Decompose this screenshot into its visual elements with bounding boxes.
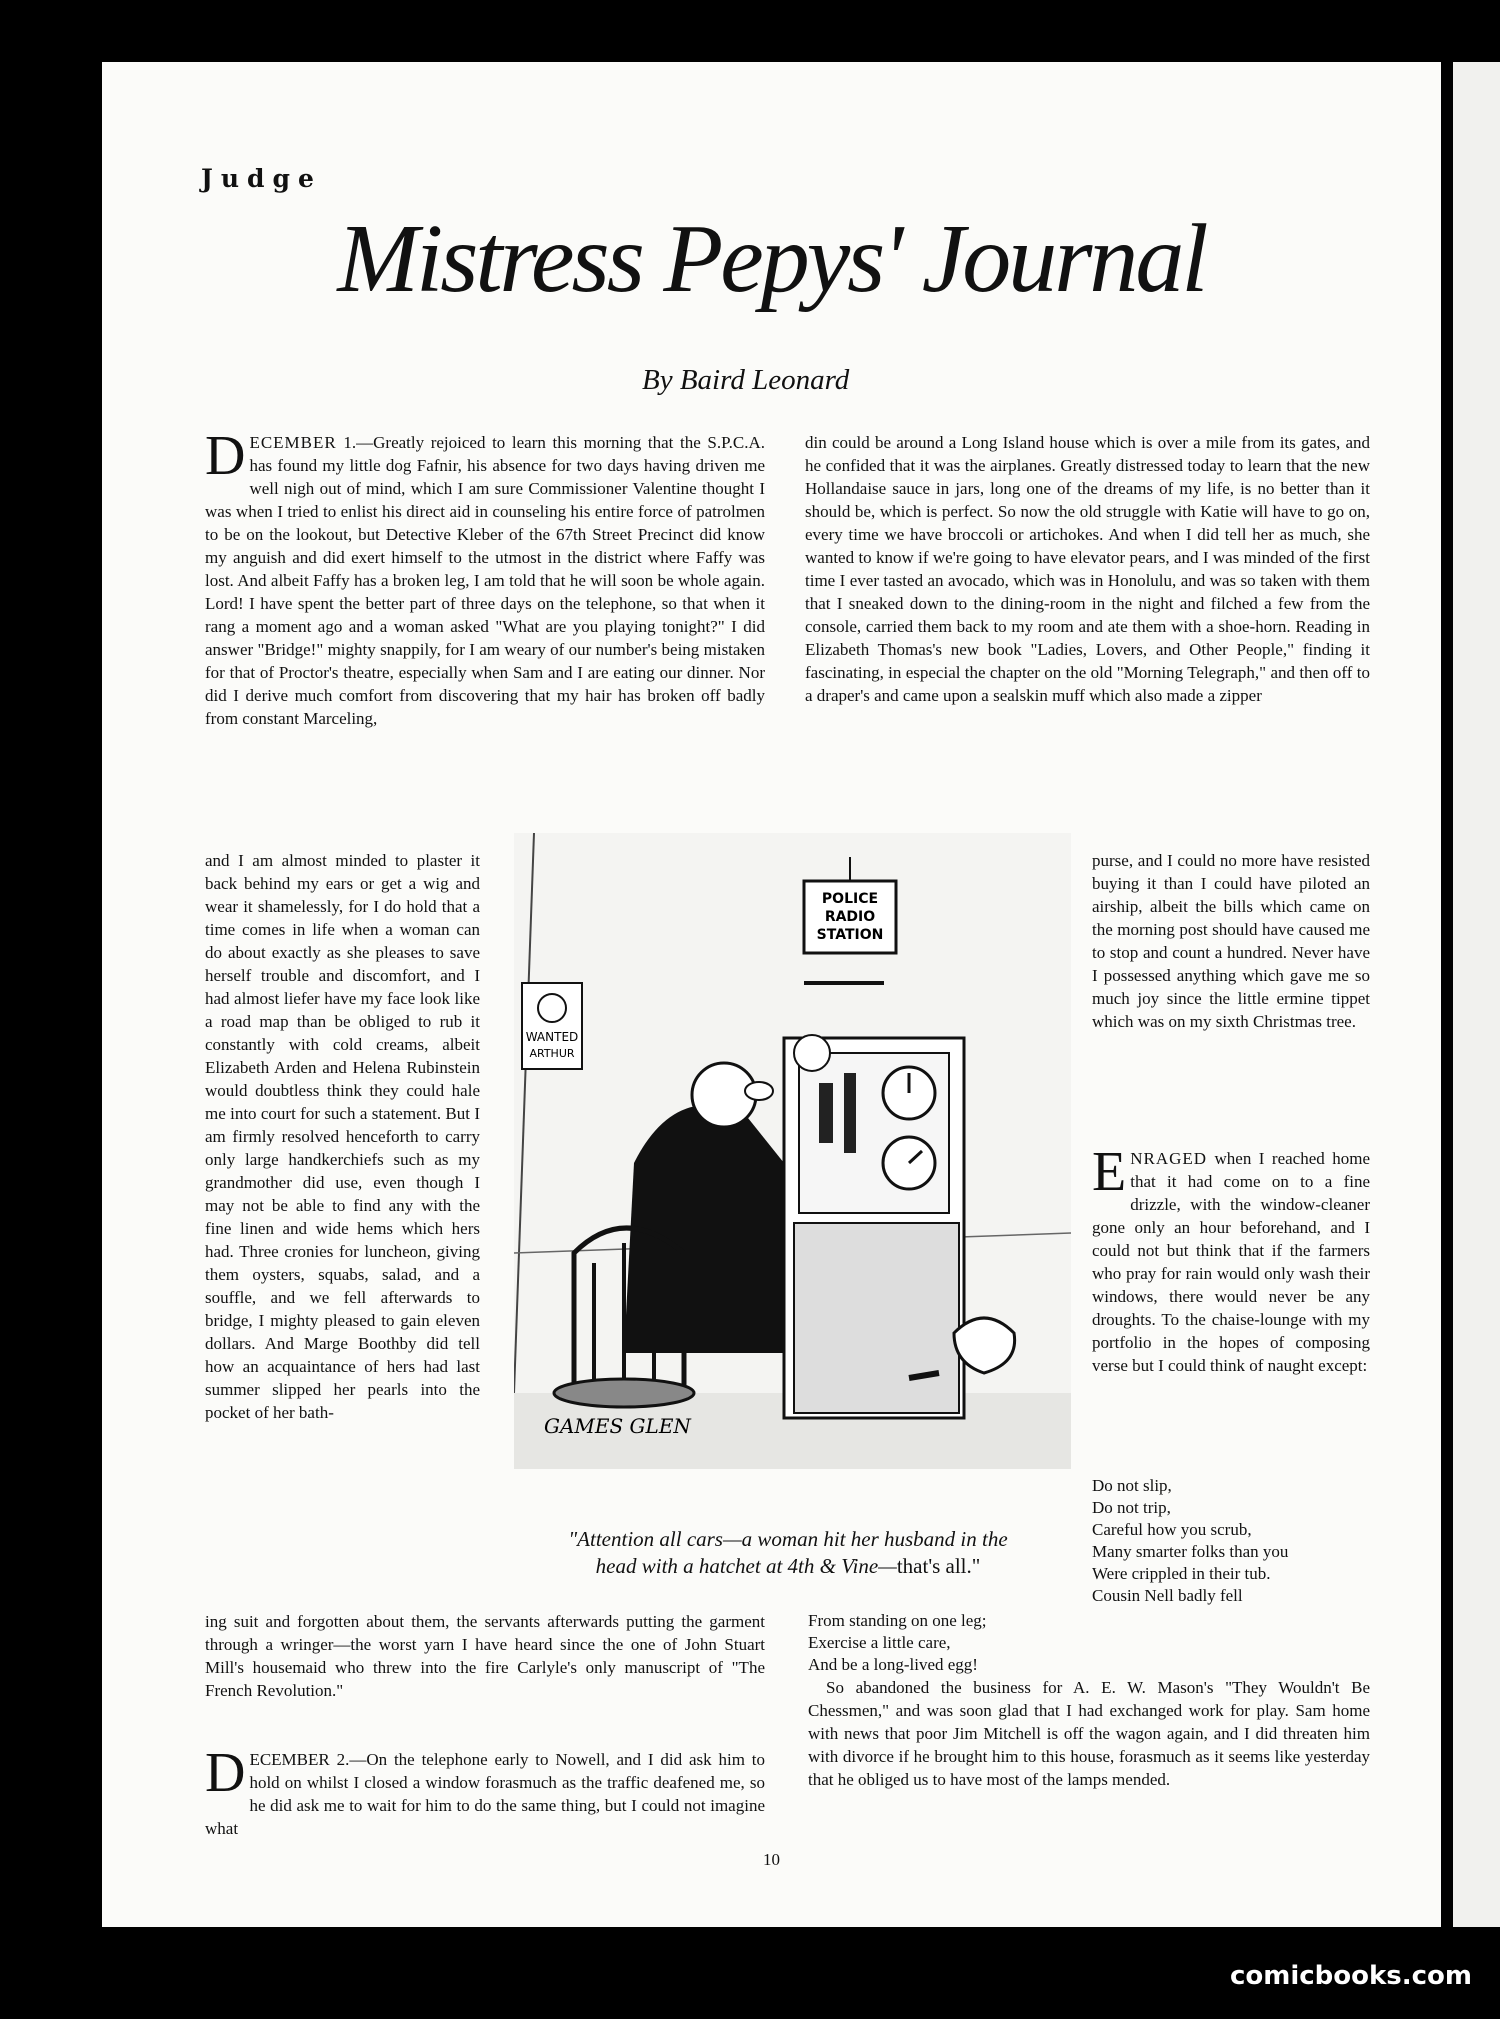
- verse-line: Many smarter folks than you: [1092, 1542, 1289, 1561]
- verse-line: Cousin Nell badly fell: [1092, 1586, 1243, 1605]
- caption-end: that's all.": [896, 1554, 981, 1578]
- article-title: Mistress Pepys' Journal: [337, 205, 1206, 313]
- right-top-text: din could be around a Long Island house which is over a mile from its gates, and he confided that it was the airplanes. Greatly distressed today to learn that the new Hollandaise sauce in jars, long one of the dreams of my life, is no better than it should be, which is perfect. So now the old struggle with Katie will have to go on, every time we have broccoli or artichokes. And when I did tell her as much, she wanted to know if we're going to have elevator pears, and I was minded of the first time I ever tasted an avocado, which was in Honolulu, and was so taken with them that I sneaked down to the dining-room in the night and filched a few from the console, carried them back to my room and ate them with a shoe-horn. Reading in Elizabeth Thomas's new book "Ladies, Lovers, and Other People," finding it fascinating, in especial the chapter on the old "Morning Telegraph," and then off to a draper's and came upon a sealskin muff which also made a zipper: [805, 433, 1370, 705]
- dec1-smallcaps: ECEMBER: [249, 433, 337, 452]
- enraged-paragraph: [1092, 1147, 1370, 1469]
- sign-text: RADIO: [824, 909, 876, 925]
- poster-text: ARTHUR: [529, 1047, 575, 1060]
- sign-text: STATION: [816, 927, 884, 943]
- page-number: 10: [763, 1850, 780, 1869]
- sign-text: POLICE: [821, 891, 879, 907]
- right-top: [805, 431, 1370, 841]
- verse-continued: [808, 1610, 1088, 1676]
- dec1-narrow-text: and I am almost minded to plaster it back behind my ears or get a wig and wear it shamelessly, for I do hold that a time comes in life when a woman can do about exactly as she pleases to save herself trouble and discomfort, and I had almost liefer have my face look like a road map than be obliged to rub it constantly with cold creams, albeit Elizabeth Arden and Helena Rubinstein would doubtless think they could hale me into court for such a statement. But I am firmly resolved henceforth to carry only large handkerchiefs such as my grandmother did use, even though I may not be able to find any with the fine linen and wide hems which hers had. Three cronies for luncheon, giving them oysters, squabs, salad, and a souffle, and we fell afterwards to bridge, I mighty pleased to gain eleven dollars. And Marge Boothby did tell how an acquaintance of hers had last summer slipped her pearls into the pocket of her bath-: [205, 851, 480, 1422]
- site-watermark: comicbooks.com: [1229, 1961, 1472, 1991]
- enraged-smallcaps: NRAGED: [1130, 1149, 1208, 1168]
- dec2-lead: [205, 1748, 765, 1848]
- verse-line: Exercise a little care,: [808, 1633, 951, 1652]
- cartoon-caption: [496, 1526, 1080, 1580]
- verse-line: From standing on one leg;: [808, 1611, 987, 1630]
- dec1-tail-text: ing suit and forgotten about them, the servants afterwards putting the garment through a wringer—the worst yarn I have heard since the one of John Stuart Mill's housemaid who threw into the fire Carlyle's only manuscript of "The French Revolution.": [205, 1612, 765, 1700]
- dec1-tail: [205, 1610, 765, 1725]
- caption-line: head with a hatchet at 4th & Vine—: [595, 1554, 897, 1578]
- right-narrow: [1092, 849, 1370, 1119]
- right-narrow-text: purse, and I could no more have resisted buying it than I could have piloted an airship, albeit the bills which came on the morning post should have caused me to stop and count a hundred. Never have I possessed anything which gave me so much joy since the little ermine tippet which was on my sixth Christmas tree.: [1092, 851, 1370, 1031]
- masthead: Judge: [201, 164, 322, 193]
- cartoon-illustration: [514, 833, 1071, 1469]
- verse: [1092, 1475, 1372, 1607]
- verse-line: Careful how you scrub,: [1092, 1520, 1252, 1539]
- verse-line: And be a long-lived egg!: [808, 1655, 978, 1674]
- enraged-text: when I reached home that it had come on to a fine drizzle, with the window-cleaner gone only an hour beforehand, and I could not but think that if the farmers who pray for rain would only wash their windows, there would never be any droughts. To the chaise-lounge with my portfolio in the hopes of composing verse but I could think of naught except:: [1092, 1149, 1370, 1375]
- byline: By Baird Leonard: [642, 364, 850, 396]
- dec2-text: ECEMBER 2.—On the telephone early to Nowell, and I did ask him to hold on whilst I closed a window forasmuch as the traffic deafened me, so he did ask me to wait for him to do the same thing, but I could not imagine what: [205, 1750, 765, 1838]
- right-end: [808, 1676, 1370, 1848]
- dec1-lead: [205, 431, 765, 841]
- poster-text: WANTED: [525, 1030, 579, 1044]
- verse-line: Do not trip,: [1092, 1498, 1171, 1517]
- dropcap: D: [205, 431, 246, 487]
- dropcap: E: [1092, 1147, 1127, 1203]
- dec1-narrow: [205, 849, 480, 1606]
- dec1-text: 1.—Greatly rejoiced to learn this morning that the S.P.C.A. has found my little dog Fafnir, his absence for two days having driven me well nigh out of mind, which I am sure Commissioner Valentine thought I was when I tried to enlist his direct aid in counseling his entire force of patrolmen to be on the lookout, but Detective Kleber of the 67th Street Precinct did know my anguish and did exert himself to the utmost in the district where Faffy was lost. And albeit Faffy has a broken leg, I am told that he will soon be whole again. Lord! I have spent the better part of three days on the telephone, so that when it rang a moment ago and a woman asked "What are you playing tonight?" I did answer "Bridge!" mighty snappily, for I am weary of our number's being mistaken for that of Proctor's theatre, especially when Sam and I are eating our dinner. Nor did I derive much comfort from discovering that my hair has broken off badly from constant Marceling,: [205, 433, 765, 728]
- verse-line: Do not slip,: [1092, 1476, 1172, 1495]
- right-end-text: So abandoned the business for A. E. W. Mason's "They Wouldn't Be Chessmen," and was soon glad that I had exchanged work for play. Sam home with news that poor Jim Mitchell is off the wagon again, and I did threaten him with divorce if he brought him to this house, forasmuch as it seems like yesterday that he obliged us to have most of the lamps mended.: [808, 1678, 1370, 1789]
- cartoon-signature: GAMES GLEN: [544, 1414, 691, 1438]
- caption-line: "Attention all cars—a woman hit her husband in the: [568, 1527, 1008, 1551]
- magazine-page: [102, 62, 1441, 1927]
- dropcap: D: [205, 1748, 246, 1804]
- verse-line: Were crippled in their tub.: [1092, 1564, 1271, 1583]
- adjacent-page-edge: [1453, 62, 1500, 1927]
